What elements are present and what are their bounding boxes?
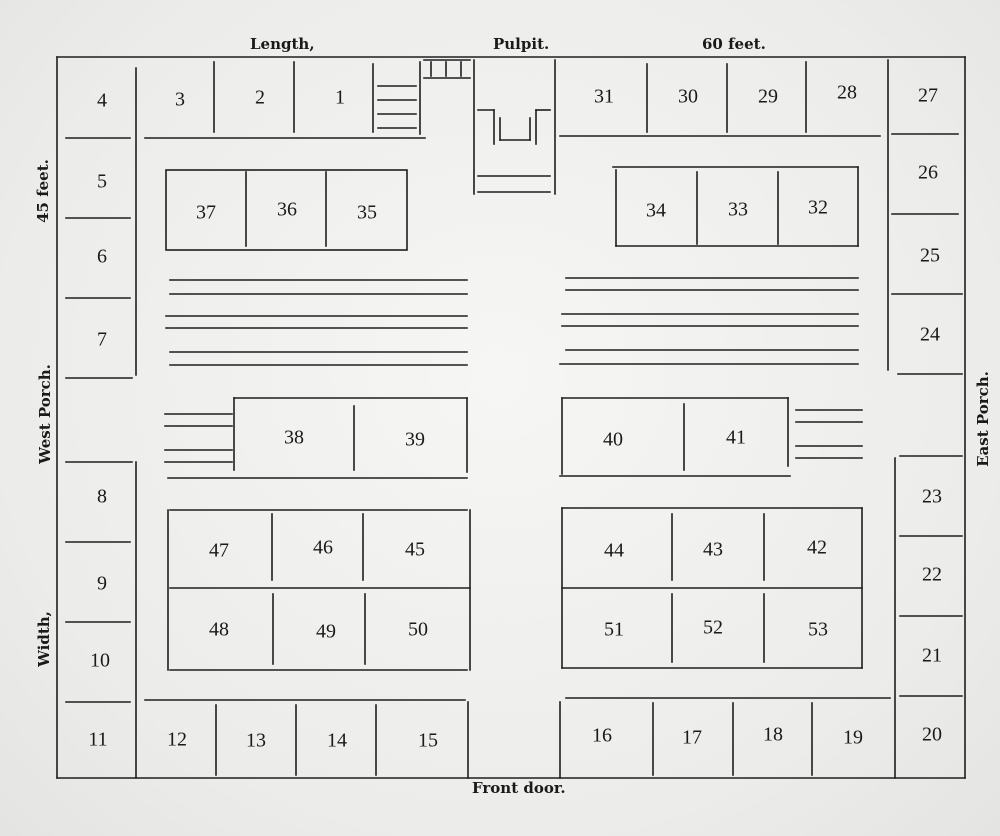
pew-number: 1 — [335, 86, 345, 109]
pew-number: 29 — [758, 85, 778, 108]
pew-number: 33 — [728, 198, 748, 221]
pew-number: 42 — [807, 536, 827, 559]
pulpit-label: Pulpit. — [493, 35, 550, 53]
west-porch-label: West Porch. — [36, 364, 54, 464]
pew-number: 7 — [97, 328, 107, 351]
pew-number: 37 — [196, 201, 216, 224]
pew-number: 24 — [920, 323, 940, 346]
pew-number: 14 — [327, 729, 347, 752]
pew-number: 20 — [922, 723, 942, 746]
pew-number: 15 — [418, 729, 438, 752]
pew-number: 3 — [175, 88, 185, 111]
pew-number: 36 — [277, 198, 297, 221]
pew-number: 23 — [922, 485, 942, 508]
pew-number: 21 — [922, 644, 942, 667]
pew-number: 2 — [255, 86, 265, 109]
pew-number: 18 — [763, 723, 783, 746]
pew-number: 39 — [405, 428, 425, 451]
pew-number: 31 — [594, 85, 614, 108]
front-door-label: Front door. — [472, 779, 566, 797]
pew-number: 13 — [246, 729, 266, 752]
pew-number: 11 — [88, 728, 108, 751]
pew-number: 26 — [918, 161, 938, 184]
pew-number: 35 — [357, 201, 377, 224]
pew-number: 19 — [843, 726, 863, 749]
pew-number: 43 — [703, 538, 723, 561]
pew-number: 34 — [646, 199, 666, 222]
pew-number: 5 — [97, 170, 107, 193]
pew-number: 16 — [592, 724, 612, 747]
pew-number: 48 — [209, 618, 229, 641]
pew-number: 17 — [682, 726, 702, 749]
east-porch-label: East Porch. — [974, 371, 992, 467]
pew-number: 38 — [284, 426, 304, 449]
pew-number: 41 — [726, 426, 746, 449]
pew-number: 40 — [603, 428, 623, 451]
pew-number: 9 — [97, 572, 107, 595]
pew-number: 44 — [604, 539, 624, 562]
pew-number: 50 — [408, 618, 428, 641]
pew-number: 6 — [97, 245, 107, 268]
pew-number: 32 — [808, 196, 828, 219]
pew-number: 4 — [97, 89, 107, 112]
width-label: Width, — [35, 611, 53, 667]
sixty-feet-label: 60 feet. — [702, 35, 766, 53]
pew-number: 47 — [209, 539, 229, 562]
pew-number: 46 — [313, 536, 333, 559]
pew-number: 45 — [405, 538, 425, 561]
pew-number: 51 — [604, 618, 624, 641]
pew-number: 30 — [678, 85, 698, 108]
pew-number: 28 — [837, 81, 857, 104]
pew-number: 8 — [97, 485, 107, 508]
forty-five-feet-label: 45 feet. — [34, 159, 52, 223]
pew-number: 10 — [90, 649, 110, 672]
pew-number: 25 — [920, 244, 940, 267]
pew-number: 22 — [922, 563, 942, 586]
pew-number: 53 — [808, 618, 828, 641]
pew-number: 49 — [316, 620, 336, 643]
pew-number: 52 — [703, 616, 723, 639]
pew-number: 12 — [167, 728, 187, 751]
length-label: Length, — [250, 35, 315, 53]
pew-number: 27 — [918, 84, 938, 107]
